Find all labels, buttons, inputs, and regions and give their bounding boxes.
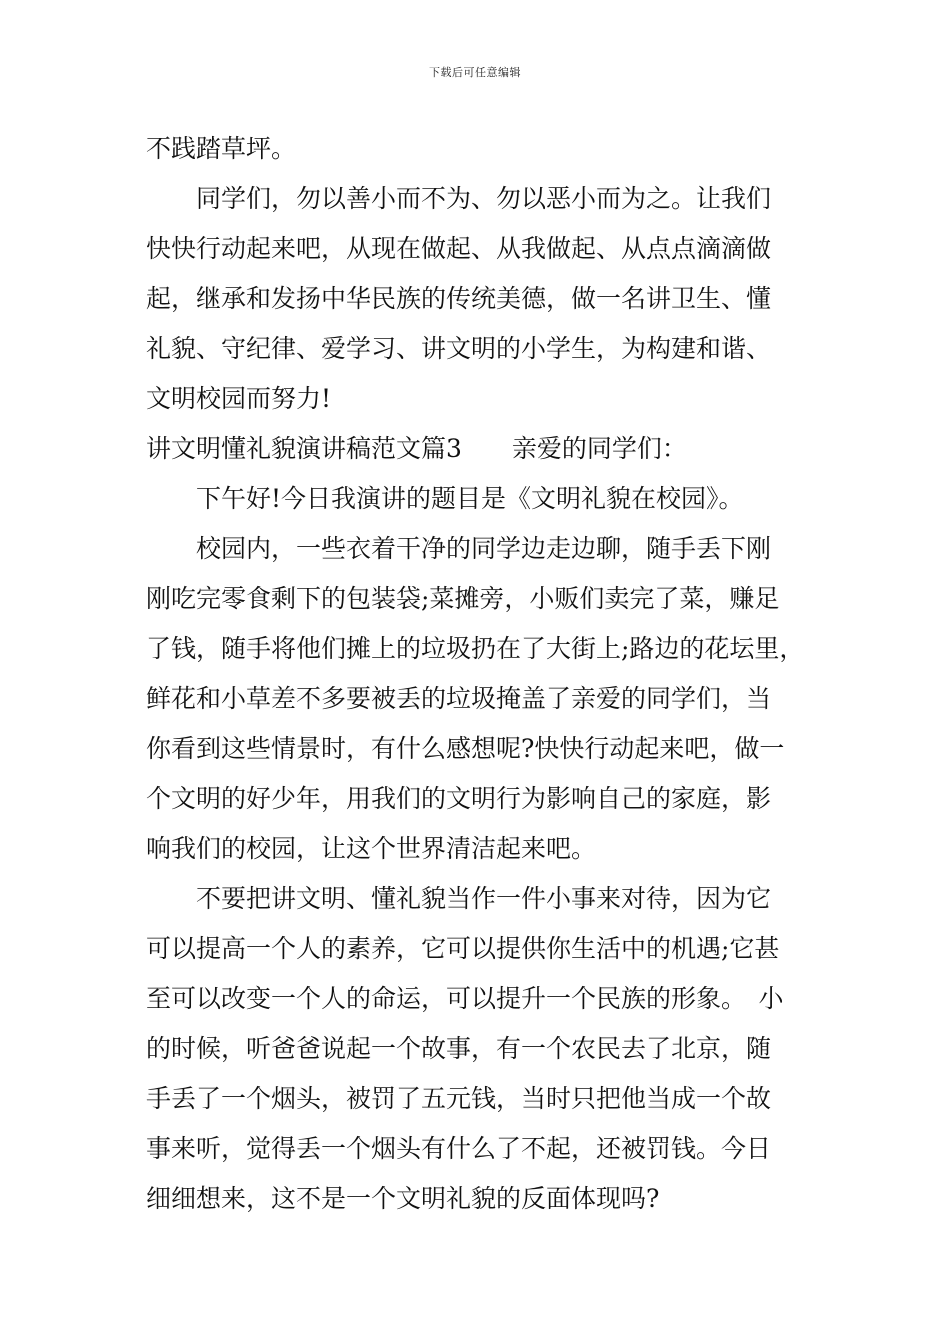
text-line: 细细想来，这不是一个文明礼貌的反面体现吗? [146, 1184, 660, 1213]
text-line: 手丢了一个烟头，被罚了五元钱，当时只把他当成一个故 [146, 1084, 772, 1113]
text-line: 可以提高一个人的素养，它可以提供你生活中的机遇;它甚 [146, 934, 780, 963]
text-line: 响我们的校园，让这个世界清洁起来吧。 [146, 834, 597, 863]
text-line: 快快行动起来吧，从现在做起、从我做起、从点点滴滴做 [146, 234, 772, 263]
text-line: 个文明的好少年，用我们的文明行为影响自己的家庭，影 [146, 784, 772, 813]
text-line: 鲜花和小草差不多要被丢的垃圾掩盖了亲爱的同学们，当 [146, 684, 772, 713]
text-line: 礼貌、守纪律、爱学习、讲文明的小学生，为构建和谐、 [146, 334, 772, 363]
section-heading-line: 讲文明懂礼貌演讲稿范文篇3 亲爱的同学们： [146, 434, 687, 463]
text-line: 你看到这些情景时，有什么感想呢?快快行动起来吧，做一 [146, 734, 785, 763]
text-line: 事来听，觉得丢一个烟头有什么了不起，还被罚钱。今日 [146, 1134, 772, 1163]
text-line: 的时候，听爸爸说起一个故事，有一个农民去了北京，随 [146, 1034, 772, 1063]
paragraph-start-line: 下午好!今日我演讲的题目是《文明礼貌在校园》。 [196, 484, 744, 513]
text-line: 至可以改变一个人的命运，可以提升一个民族的形象。 小 [146, 984, 784, 1013]
page-header: 下载后可任意编辑 [429, 66, 521, 79]
text-line: 不践踏草坪。 [146, 134, 297, 163]
paragraph-start-line: 不要把讲文明、懂礼貌当作一件小事来对待，因为它 [196, 884, 772, 913]
text-line: 起，继承和发扬中华民族的传统美德，做一名讲卫生、懂 [146, 284, 772, 313]
text-line: 刚吃完零食剩下的包装袋;菜摊旁，小贩们卖完了菜，赚足 [146, 584, 780, 613]
text-line: 了钱，随手将他们摊上的垃圾扔在了大街上;路边的花坛里， [146, 634, 805, 663]
paragraph-start-line: 校园内，一些衣着干净的同学边走边聊，随手丢下刚 [196, 534, 772, 563]
text-line: 文明校园而努力! [146, 384, 332, 413]
paragraph-start-line: 同学们，勿以善小而不为、勿以恶小而为之。让我们 [196, 184, 772, 213]
